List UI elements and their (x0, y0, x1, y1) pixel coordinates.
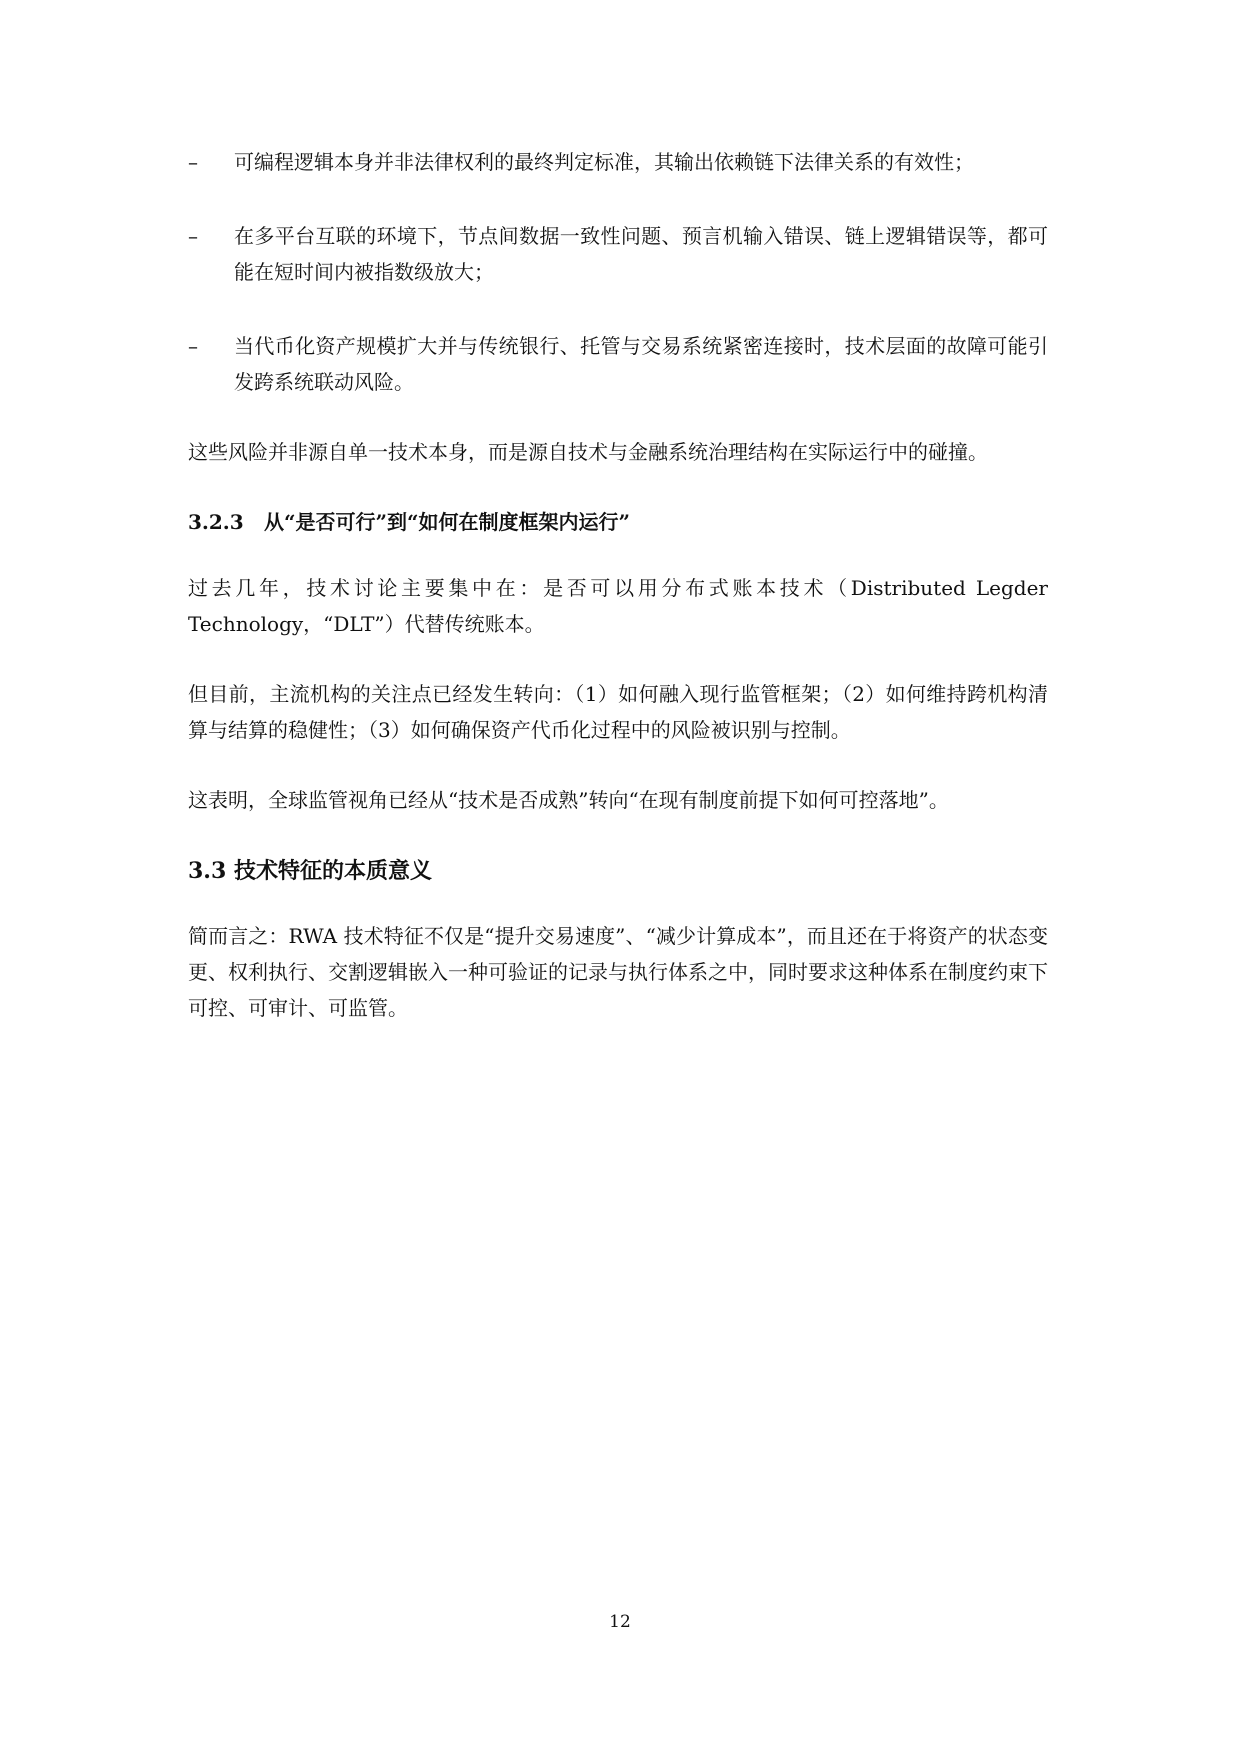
bullet-dash: – (188, 224, 198, 248)
paragraph-focus: 但目前，主流机构的关注点已经发生转向：（1）如何融入现行监管框架；（2）如何维持跨机构清算与结算的稳健性；（3）如何确保资产代币化过程中的风险被识别与控制。 (188, 682, 1048, 742)
paragraph-shift: 这表明，全球监管视角已经从“技术是否成熟”转向“在现有制度前提下如何可控落地”。 (188, 788, 949, 812)
section-title: 技术特征的本质意义 (234, 858, 433, 884)
list-item (188, 144, 1048, 180)
list-item-text: 可编程逻辑本身并非法律权利的最终判定标准，其输出依赖链下法律关系的有效性； (234, 150, 974, 174)
bullet-dash: – (188, 334, 198, 358)
section-number: 3.2.3 (188, 510, 244, 534)
list-item-text: 当代币化资产规模扩大并与传统银行、托管与交易系统紧密连接时，技术层面的故障可能引发跨系统联动风险。 (234, 334, 1048, 394)
section-title: 从“是否可行”到“如何在制度框架内运行” (264, 510, 631, 534)
list-item-text: 在多平台互联的环境下，节点间数据一致性问题、预言机输入错误、链上逻辑错误等，都可能在短时间内被指数级放大； (234, 224, 1048, 284)
list-item (188, 218, 1048, 290)
page-content (188, 144, 1048, 1060)
section-heading-3-3 (188, 852, 1048, 890)
section-heading-3-2-3 (188, 504, 1048, 540)
paragraph-summary: 简而言之：RWA 技术特征不仅是“提升交易速度”、“减少计算成本”，而且还在于将资产的状态变更、权利执行、交割逻辑嵌入一种可验证的记录与执行体系之中，同时要求这种体系在制度约束下可控、可审计、可监管。 (188, 924, 1048, 1020)
page-number: 12 (609, 1612, 631, 1632)
section-number: 3.3 (188, 858, 227, 884)
list-item (188, 328, 1048, 400)
paragraph-risk: 这些风险并非源自单一技术本身，而是源自技术与金融系统治理结构在实际运行中的碰撞。 (188, 440, 988, 464)
paragraph-dlt: 过去几年，技术讨论主要集中在：是否可以用分布式账本技术（Distributed Legder Technology，“DLT”）代替传统账本。 (188, 576, 1048, 636)
bullet-dash: – (188, 150, 198, 174)
